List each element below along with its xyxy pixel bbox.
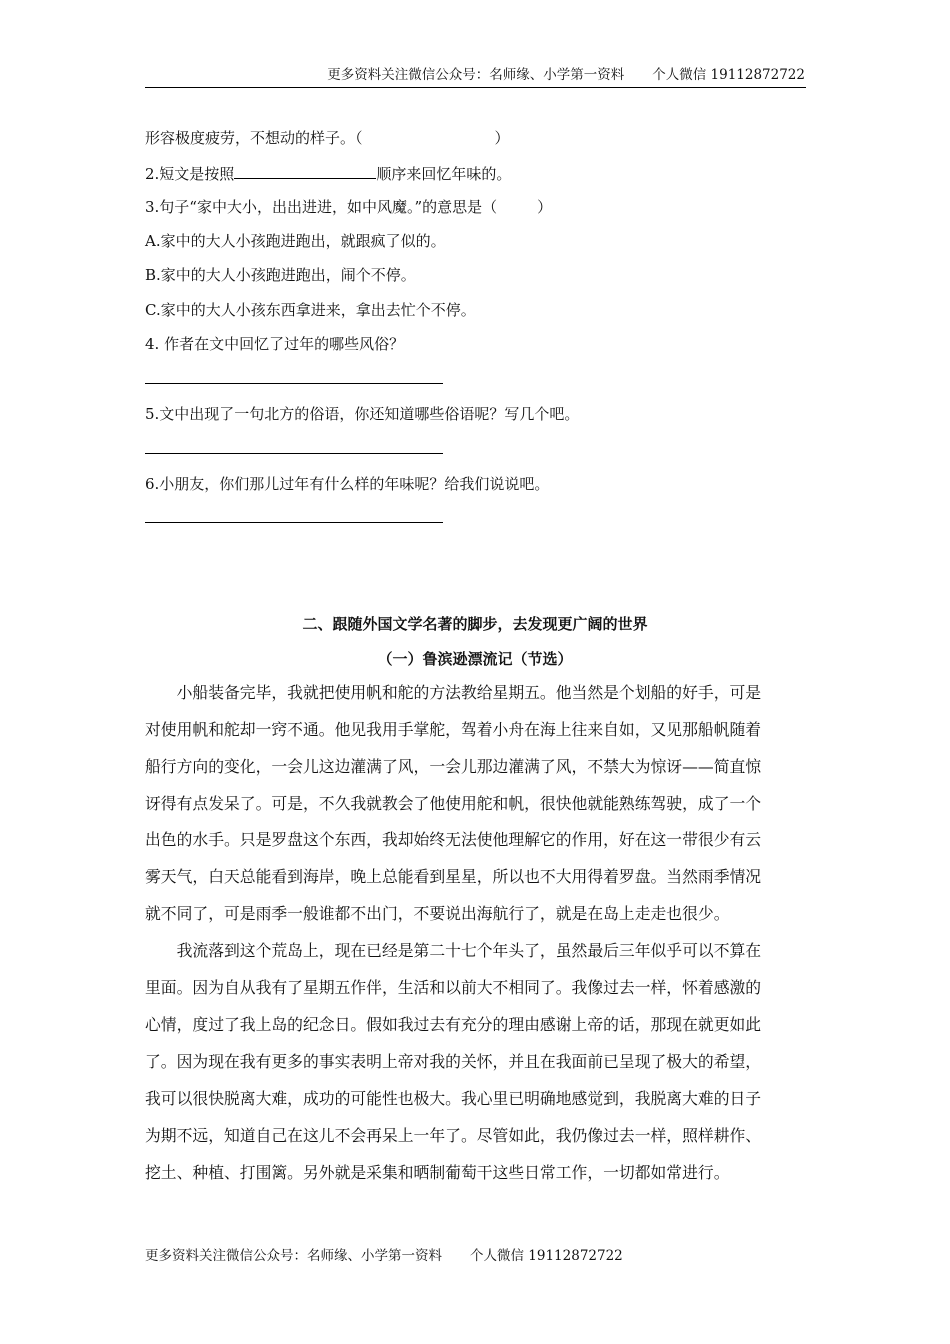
footer-text: 更多资料关注微信公众号：名师缘、小学第一资料 <box>145 1248 442 1264</box>
question-5: 5.文中出现了一句北方的俗语，你还知道哪些俗语呢？写几个吧。 <box>145 405 580 423</box>
question-3-text: 3.句子“家中大小，出出进进，如中风魔。”的意思是（ <box>145 198 498 216</box>
passage-line: 了。因为现在我有更多的事实表明上帝对我的关怀，并且在我面前已呈现了极大的希望， <box>145 1052 762 1071</box>
passage-line: 就不同了，可是雨季一般谁都不出门，不要说出海航行了，就是在岛上走走也很少。 <box>145 904 730 923</box>
question-3-close: ） <box>537 198 553 216</box>
passage-line: 讶得有点发呆了。可是，不久我就教会了他使用舵和帆，很快他就能熟练驾驶，成了一个 <box>145 794 762 813</box>
question-3 <box>145 197 552 217</box>
footer-wechat: 个人微信 19112872722 <box>470 1248 623 1264</box>
option-b: B.家中的大人小孩跑进跑出，闹个不停。 <box>145 266 416 284</box>
option-c: C.家中的大人小孩东西拿进来，拿出去忙个不停。 <box>145 301 476 319</box>
passage-line: 我可以很快脱离大难，成功的可能性也极大。我心里已明确地感觉到，我脱离大难的日子 <box>145 1089 762 1108</box>
option-a: A.家中的大人小孩跑进跑出，就跟疯了似的。 <box>145 232 446 250</box>
passage-line: 出色的水手。只是罗盘这个东西，我却始终无法使他理解它的作用，好在这一带很少有云 <box>145 830 762 849</box>
passage-line: 小船装备完毕，我就把使用帆和舵的方法教给星期五。他当然是个划船的好手，可是 <box>145 683 762 702</box>
question-1-text: 形容极度疲劳，不想动的样子。（ <box>145 129 363 147</box>
question-2 <box>145 162 511 184</box>
passage-line: 为期不远，知道自己在这儿不会再呆上一年了。尽管如此，我仍像过去一样，照样耕作、 <box>145 1126 762 1145</box>
passage-line: 里面。因为自从我有了星期五作伴，生活和以前大不相同了。我像过去一样，怀着感激的 <box>145 978 762 997</box>
question-4: 4. 作者在文中回忆了过年的哪些风俗？ <box>145 335 405 353</box>
section-subtitle: （一）鲁滨逊漂流记（节选） <box>377 650 573 668</box>
header-text: 更多资料关注微信公众号：名师缘、小学第一资料 <box>327 67 625 83</box>
page-header <box>145 66 805 84</box>
passage-line: 我流落到这个荒岛上，现在已经是第二十七个年头了，虽然最后三年似乎可以不算在 <box>145 941 762 960</box>
question-6: 6.小朋友，你们那儿过年有什么样的年味呢？给我们说说吧。 <box>145 475 550 493</box>
passage-line: 心情，度过了我上岛的纪念日。假如我过去有充分的理由感谢上帝的话，那现在就更如此 <box>145 1015 762 1034</box>
question-4-answer-line[interactable] <box>145 383 443 384</box>
header-rule <box>145 87 806 88</box>
passage-line: 对使用帆和舵却一窍不通。他见我用手掌舵，驾着小舟在海上往来自如，又见那船帆随着 <box>145 720 762 739</box>
question-5-answer-line[interactable] <box>145 453 443 454</box>
passage-line: 雾天气，白天总能看到海岸，晚上总能看到星星，所以也不大用得着罗盘。当然雨季情况 <box>145 867 762 886</box>
section-title: 二、跟随外国文学名著的脚步，去发现更广阔的世界 <box>302 615 648 633</box>
question-2-blank[interactable] <box>234 162 376 179</box>
question-2-suffix: 顺序来回忆年味的。 <box>376 165 512 183</box>
passage-line: 挖土、种植、打围篱。另外就是采集和晒制葡萄干这些日常工作，一切都如常进行。 <box>145 1163 730 1182</box>
passage-line: 船行方向的变化，一会儿这边灌满了风，一会儿那边灌满了风，不禁大为惊讶——简直惊 <box>145 757 762 776</box>
page-footer <box>145 1247 623 1265</box>
question-1-tail <box>145 128 510 148</box>
question-2-prefix: 2.短文是按照 <box>145 165 235 183</box>
question-1-close: ） <box>494 129 510 147</box>
question-6-answer-line[interactable] <box>145 522 443 523</box>
header-wechat: 个人微信 19112872722 <box>652 67 805 83</box>
